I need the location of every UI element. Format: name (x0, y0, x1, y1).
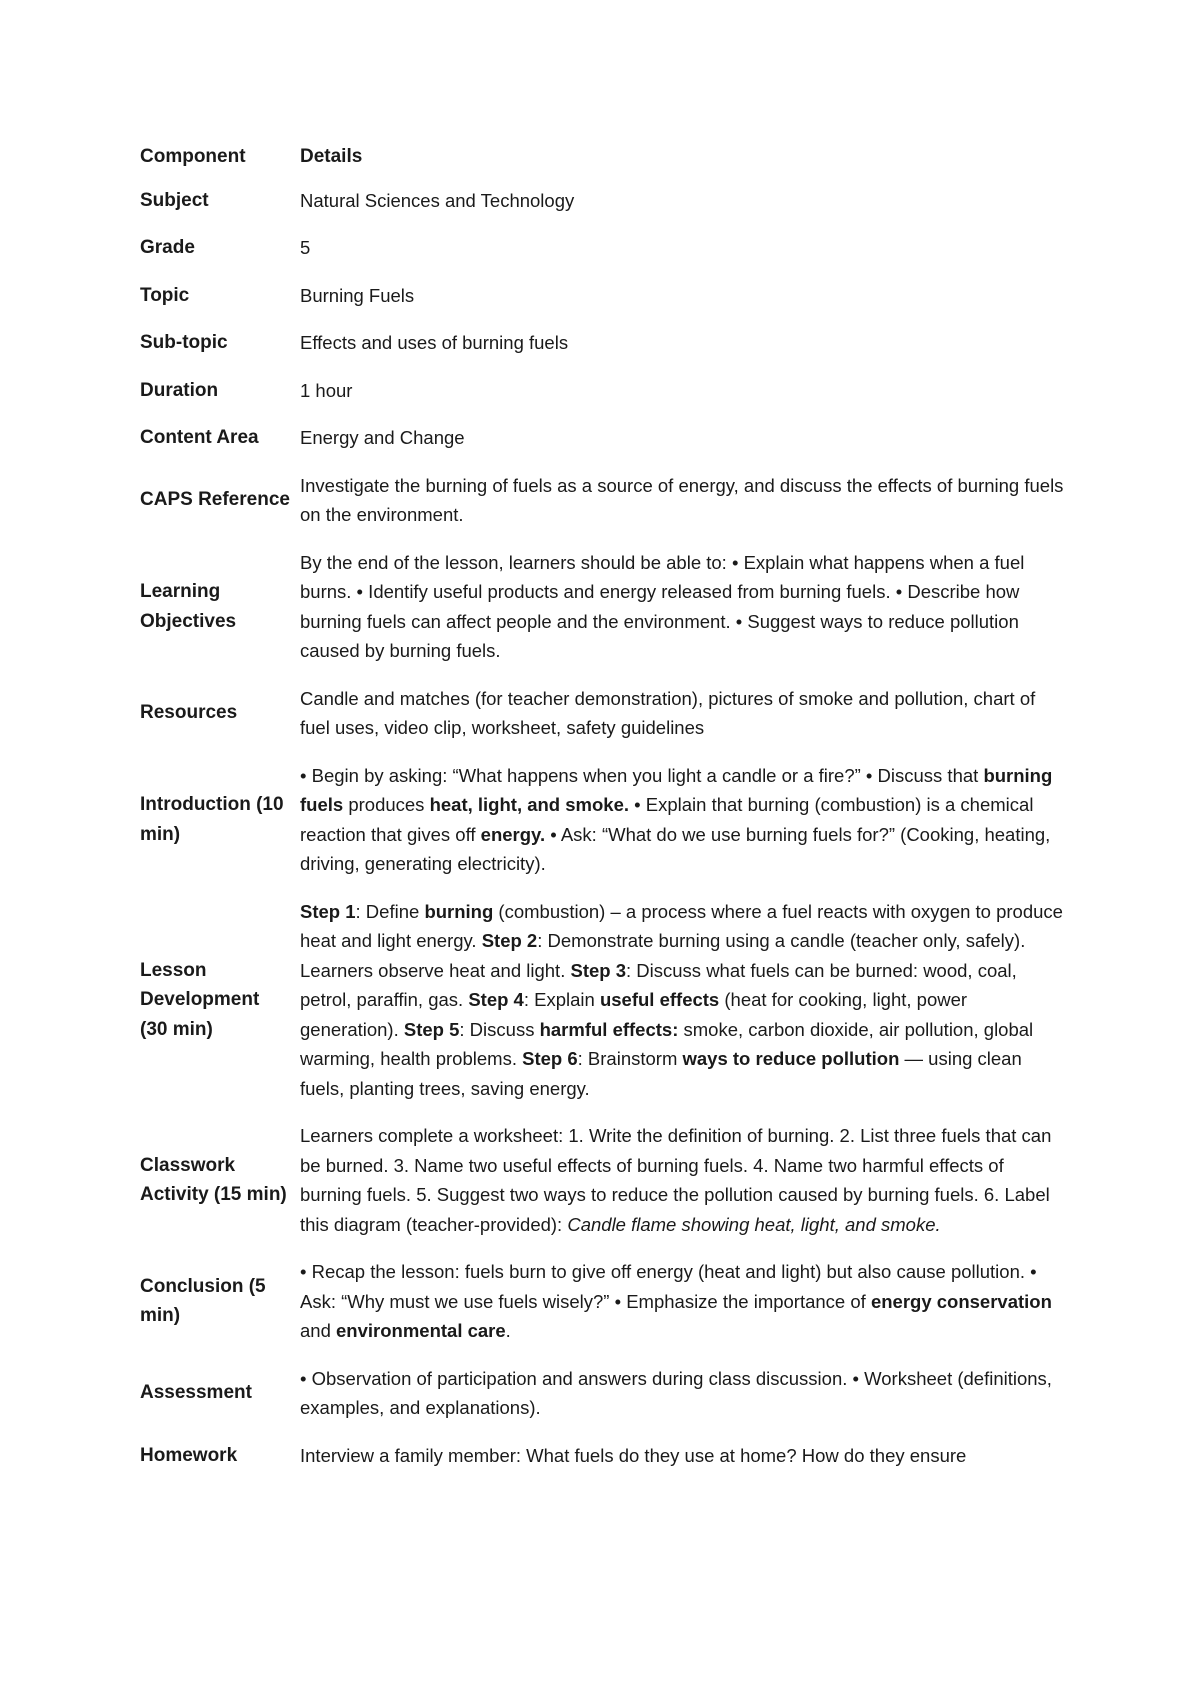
row-value-subject: Natural Sciences and Technology (300, 189, 575, 211)
row-label-resources: Resources (140, 702, 238, 724)
intro-bold: heat, light, and smoke. (429, 794, 630, 815)
table-row (140, 1364, 1070, 1441)
conclusion-bold: energy conservation (870, 1290, 1052, 1312)
row-value-content-area: Energy and Change (300, 427, 465, 448)
row-value-topic: Burning Fuels (300, 284, 415, 306)
header-details: Details (300, 146, 363, 167)
row-label-classwork: Classwork Activity (15 min) (140, 1154, 287, 1205)
classwork-italic: Candle flame showing heat, light, and smoke. (567, 1213, 941, 1235)
step-label: Step 6 (522, 1048, 578, 1069)
row-label-caps: CAPS Reference (140, 489, 290, 511)
row-value-introduction (300, 761, 1070, 897)
table-row (140, 1121, 1070, 1257)
row-label-grade: Grade (140, 237, 195, 258)
step-bold: harmful effects: (539, 1018, 679, 1040)
conclusion-text: • Recap the lesson: fuels burn to give off energy (heat and light) but also cause pollution. • Ask: “Why must we use fuels wisely?” • Emphasize the importance of (300, 1261, 1037, 1312)
conclusion-bold: environmental care (336, 1320, 506, 1341)
intro-text: • Ask: “What do we use burning fuels for?” (Cooking, heating, driving, generating electricity). (300, 823, 1051, 874)
intro-text: produces (343, 794, 430, 815)
table-row (140, 328, 1070, 376)
step-label: Step 5 (403, 1018, 460, 1040)
lesson-plan-table (140, 142, 1070, 1488)
row-value-classwork (300, 1121, 1070, 1257)
step-label: Step 1 (300, 900, 356, 922)
row-label-duration: Duration (140, 379, 219, 401)
table-row (140, 281, 1070, 329)
row-label-subtopic: Sub-topic (140, 332, 228, 353)
table-row (140, 376, 1070, 424)
row-label-objectives: Learning Objectives (140, 581, 237, 632)
table-row (140, 1257, 1070, 1364)
row-value-caps: Investigate the burning of fuels as a source of energy, and discuss the effects of burning fuels on the environment. (300, 474, 1064, 525)
table-row (140, 471, 1070, 548)
intro-bold: energy. (480, 823, 546, 845)
table-row (140, 1441, 1070, 1489)
row-value-homework: Interview a family member: What fuels do they use at home? How do they ensure (300, 1444, 967, 1466)
step-bold: burning (424, 900, 494, 922)
conclusion-text: and (300, 1320, 337, 1341)
step-bold: useful effects (599, 989, 720, 1010)
classwork-text: Learners complete a worksheet: 1. Write the definition of burning. 2. List three fuels that can be burned. 3. Name two useful effects of burning fuels. 4. Name two harmful effects of burning fuels. 5. Suggest two ways to reduce the pollution caused by burning fuels. 6. Label this diagram (teacher-provided): (300, 1125, 1052, 1235)
table-row (140, 684, 1070, 761)
step-label: Step 3 (570, 959, 627, 981)
step-text: : Define (355, 900, 425, 922)
step-text: : Discuss (459, 1018, 540, 1040)
step-text: — using clean fuels, planting trees, saving energy. (300, 1048, 1022, 1099)
table-row (140, 761, 1070, 897)
step-text: : Demonstrate burning using a candle (teacher only, safely). Learners observe heat and light. (300, 930, 1026, 981)
row-value-duration: 1 hour (300, 379, 353, 401)
table-header-row (140, 142, 1070, 186)
row-value-objectives: By the end of the lesson, learners should be able to: • Explain what happens when a fuel burns. • Identify useful products and energy released from burning fuels. • Describe how burning fuels can affect people and the environment. • Suggest ways to reduce pollution caused by burning fuels. (300, 551, 1025, 661)
table-row (140, 186, 1070, 234)
row-label-subject: Subject (140, 189, 209, 211)
step-text: smoke, carbon dioxide, air pollution, global warming, health problems. (300, 1018, 1034, 1069)
step-label: Step 2 (481, 930, 538, 951)
row-value-conclusion (300, 1257, 1070, 1364)
header-component: Component (140, 146, 246, 167)
table-row (140, 423, 1070, 471)
row-label-topic: Topic (140, 284, 190, 306)
row-value-grade: 5 (300, 237, 311, 258)
step-text: : Explain (523, 989, 600, 1010)
step-text: : Discuss what fuels can be burned: wood, coal, petrol, paraffin, gas. (300, 959, 1017, 1010)
intro-text: • Begin by asking: “What happens when you light a candle or a fire?” • Discuss that (300, 764, 984, 786)
table-row (140, 897, 1070, 1122)
row-value-assessment: • Observation of participation and answers during class discussion. • Worksheet (definitions, examples, and explanations). (300, 1367, 1052, 1418)
row-value-resources: Candle and matches (for teacher demonstration), pictures of smoke and pollution, chart of fuel uses, video clip, worksheet, safety guidelines (300, 687, 1036, 738)
table-row (140, 548, 1070, 684)
step-bold: ways to reduce pollution (682, 1048, 900, 1069)
table-row (140, 233, 1070, 281)
row-label-development: Lesson Development (30 min) (140, 959, 260, 1040)
step-text: : Brainstorm (577, 1048, 683, 1069)
row-label-assessment: Assessment (140, 1382, 252, 1404)
step-text: (heat for cooking, light, power generation). (300, 989, 968, 1040)
row-label-conclusion: Conclusion (5 min) (140, 1275, 266, 1327)
conclusion-text: . (505, 1320, 511, 1341)
row-label-content-area: Content Area (140, 427, 259, 448)
row-label-homework: Homework (140, 1444, 238, 1466)
row-label-introduction: Introduction (10 min) (140, 794, 284, 845)
step-text: (combustion) – a process where a fuel reacts with oxygen to produce heat and light energy. (300, 900, 1063, 951)
row-value-subtopic: Effects and uses of burning fuels (300, 332, 569, 353)
row-value-development (300, 897, 1070, 1122)
step-label: Step 4 (468, 989, 524, 1010)
intro-bold: burning fuels (300, 764, 1053, 815)
intro-text: • Explain that burning (combustion) is a chemical reaction that gives off (300, 794, 1034, 845)
